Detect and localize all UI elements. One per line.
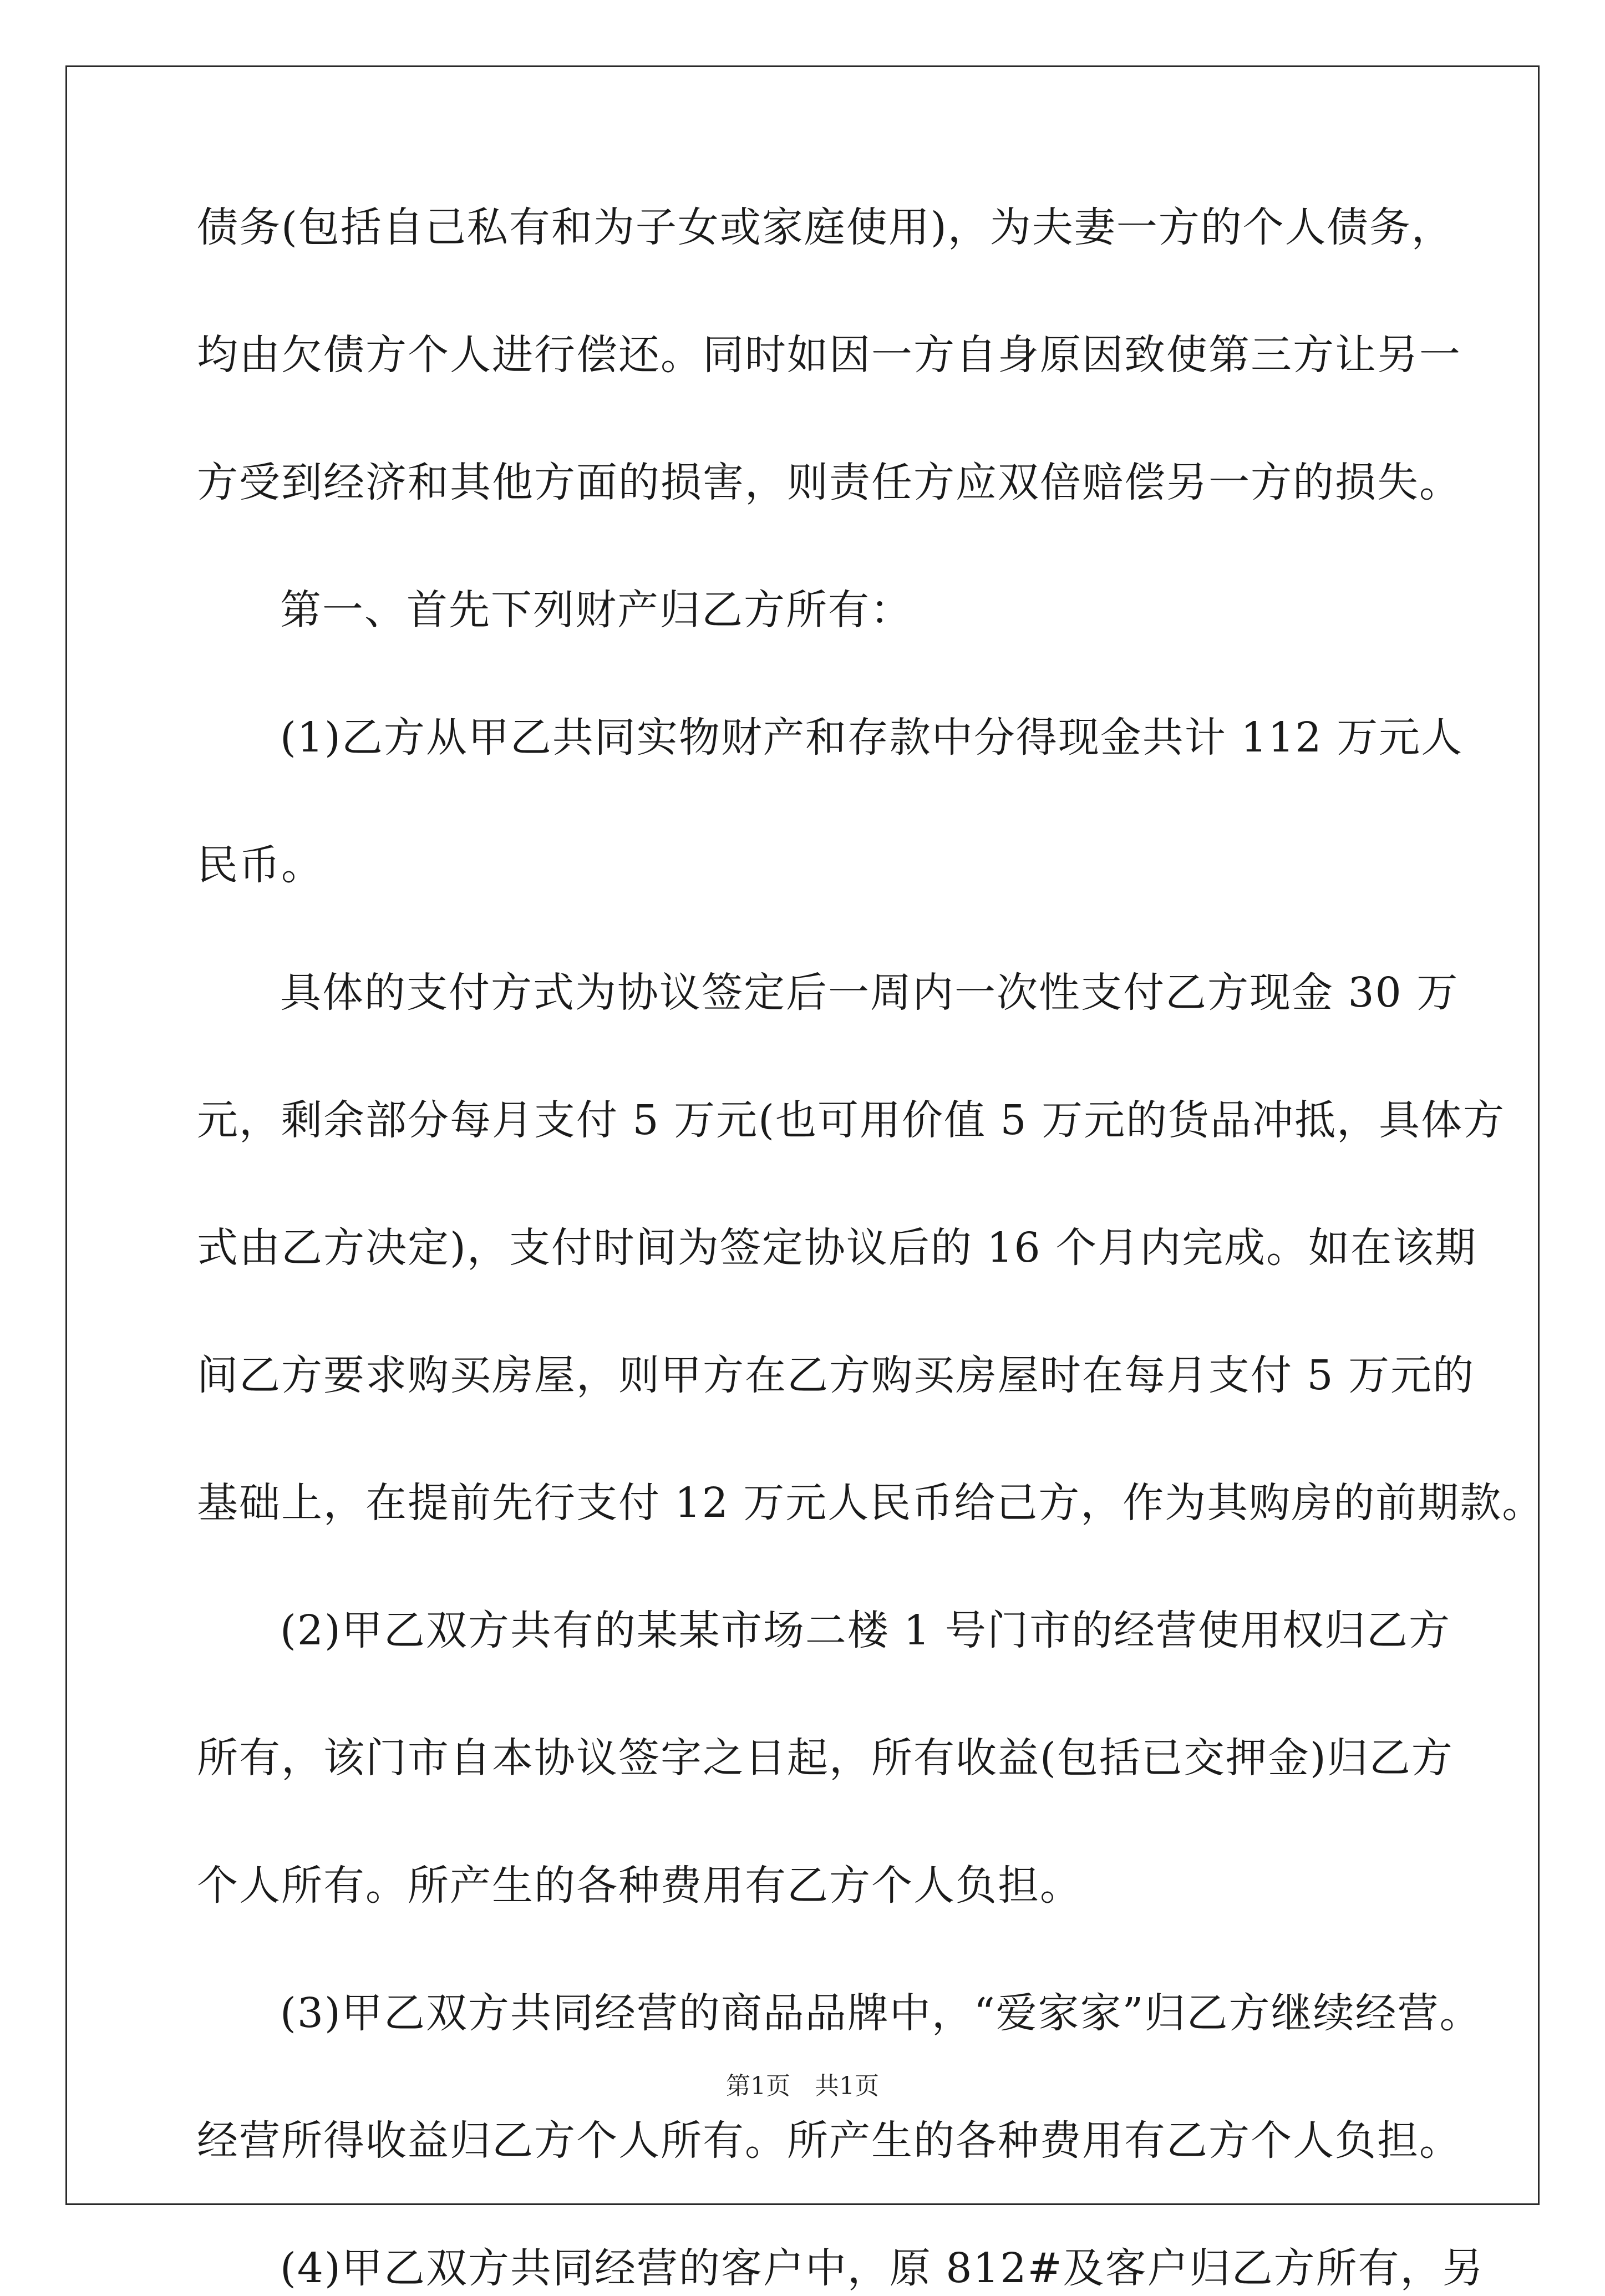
text-line: 民币。 (197, 841, 323, 889)
text-line: 债务(包括自己私有和为子女或家庭使用)，为夫妻一方的个人债务， (197, 204, 1454, 251)
text-line: (4)甲乙双方共同经营的客户中，原 812#及客户归乙方所有，另 (280, 2244, 1485, 2292)
text-line: 个人所有。所产生的各种费用有乙方个人负担。 (197, 1862, 1082, 1909)
text-line: (2)甲乙双方共有的某某市场二楼 1 号门市的经营使用权归乙方 (280, 1607, 1451, 1654)
text-line: 元，剩余部分每月支付 5 万元(也可用价值 5 万元的货品冲抵，具体方 (197, 1096, 1506, 1144)
text-line: 式由乙方决定)，支付时间为签定协议后的 16 个月内完成。如在该期 (197, 1224, 1477, 1272)
text-line: 经营所得收益归乙方个人所有。所产生的各种费用有乙方个人负担。 (197, 2117, 1461, 2165)
text-line: 均由欠债方个人进行偿还。同时如因一方自身原因致使第三方让另一 (197, 331, 1461, 379)
text-line: 具体的支付方式为协议签定后一周内一次性支付乙方现金 30 万 (280, 969, 1459, 1017)
section-heading: 第一、首先下列财产归乙方所有： (280, 586, 912, 634)
text-line: 间乙方要求购买房屋，则甲方在乙方购买房屋时在每月支付 5 万元的 (197, 1352, 1475, 1399)
text-line: (3)甲乙双方共同经营的商品品牌中，“爱家家”归乙方继续经营。 (280, 1989, 1482, 2037)
page-footer: 第1页 共1页 (726, 2072, 879, 2100)
text-line: (1)乙方从甲乙共同实物财产和存款中分得现金共计 112 万元人 (280, 714, 1464, 761)
text-line: 所有，该门市自本协议签字之日起，所有收益(包括已交押金)归乙方 (197, 1734, 1454, 1782)
text-line: 基础上，在提前先行支付 12 万元人民币给己方，作为其购房的前期款。 (197, 1479, 1545, 1527)
text-line: 方受到经济和其他方面的损害，则责任方应双倍赔偿另一方的损失。 (197, 459, 1461, 506)
